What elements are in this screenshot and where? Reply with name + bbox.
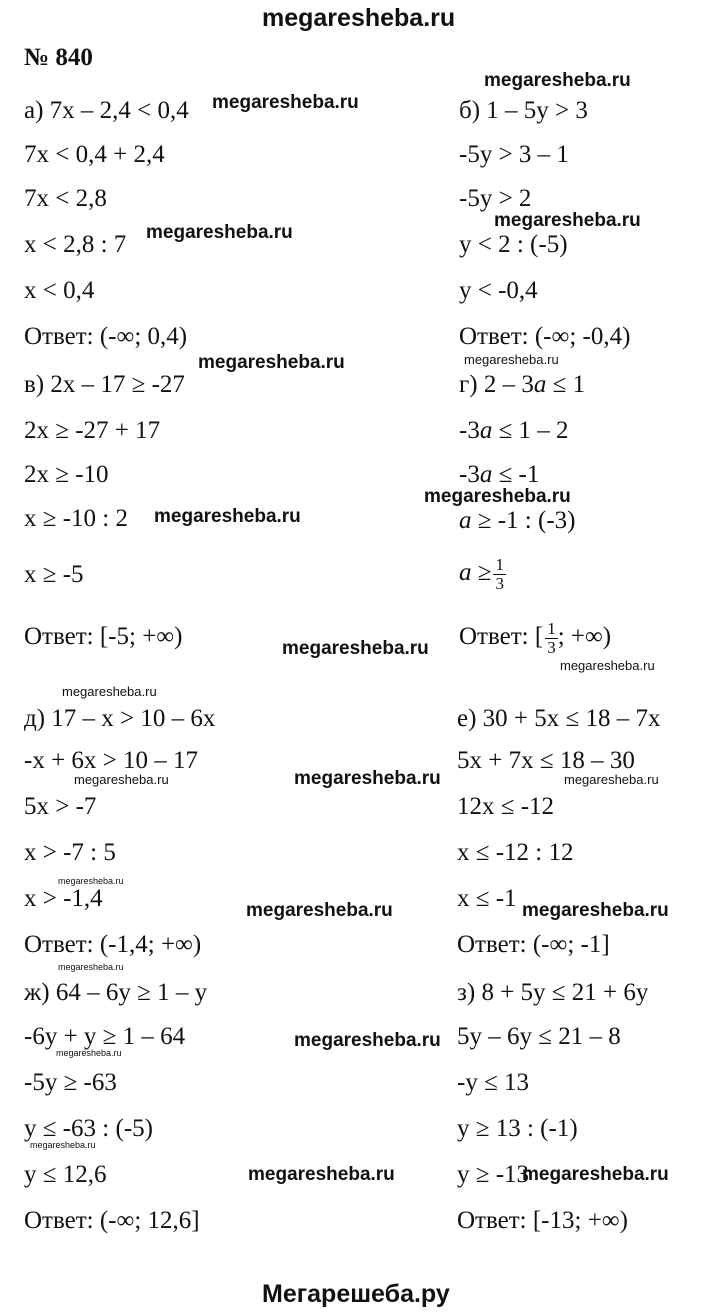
watermark: megaresheba.ru <box>62 684 157 699</box>
part-d-line-4: x > -7 : 5 <box>24 839 116 866</box>
problem-number: № 840 <box>24 44 93 71</box>
watermark: megaresheba.ru <box>522 900 669 921</box>
part-a-line-4: x < 2,8 : 7 <box>24 231 127 258</box>
watermark: megaresheba.ru <box>246 900 393 921</box>
watermark: megaresheba.ru <box>484 70 631 91</box>
part-b-line-3: -5y > 2 <box>459 185 532 212</box>
watermark: megaresheba.ru <box>294 768 441 789</box>
part-g-line-5: a ≥ $\frac{1}{3}$ <box>459 555 504 593</box>
watermark: megaresheba.ru <box>58 962 124 972</box>
watermark: megaresheba.ru <box>464 352 559 367</box>
part-v-line-3: 2x ≥ -10 <box>24 461 109 488</box>
part-v-answer: Ответ: [-5; +∞) <box>24 623 183 650</box>
site-footer: Мегарешеба.ру <box>262 1280 450 1308</box>
watermark: megaresheba.ru <box>154 506 301 527</box>
part-e-line-4: x ≤ -12 : 12 <box>457 839 574 866</box>
answer-fraction-one-third: $\frac{1}{3}$ <box>547 619 556 657</box>
part-zh-line-1: ж) 64 – 6y ≥ 1 – y <box>24 979 208 1006</box>
part-a-line-3: 7x < 2,8 <box>24 185 107 212</box>
part-v-line-2: 2x ≥ -27 + 17 <box>24 417 161 444</box>
part-d-line-3: 5x > -7 <box>24 793 97 820</box>
part-zh-line-2: -6y + y ≥ 1 – 64 <box>24 1023 186 1050</box>
site-header: megaresheba.ru <box>262 4 456 32</box>
part-g-line-3: -3a ≤ -1 <box>459 461 540 488</box>
watermark: megaresheba.ru <box>494 210 641 231</box>
part-b-answer: Ответ: (-∞; -0,4) <box>459 323 631 350</box>
watermark: megaresheba.ru <box>56 1048 122 1058</box>
watermark: megaresheba.ru <box>522 1164 669 1185</box>
part-d-line-2: -x + 6x > 10 – 17 <box>24 747 199 774</box>
part-v-line-4: x ≥ -10 : 2 <box>24 505 128 532</box>
watermark: megaresheba.ru <box>146 222 293 243</box>
watermark: megaresheba.ru <box>30 1140 96 1150</box>
part-e-line-5: x ≤ -1 <box>457 885 517 912</box>
part-e-line-3: 12x ≤ -12 <box>457 793 555 820</box>
part-d-line-1: д) 17 – x > 10 – 6x <box>24 705 216 732</box>
watermark: megaresheba.ru <box>560 658 655 673</box>
part-b-line-5: y < -0,4 <box>459 277 538 304</box>
part-e-line-2: 5x + 7x ≤ 18 – 30 <box>457 747 635 774</box>
part-v-line-5: x ≥ -5 <box>24 561 84 588</box>
part-e-answer: Ответ: (-∞; -1] <box>457 931 610 958</box>
watermark: megaresheba.ru <box>294 1030 441 1051</box>
watermark: megaresheba.ru <box>74 772 169 787</box>
part-g-line-1: г) 2 – 3a ≤ 1 <box>459 371 586 398</box>
part-d-line-5: x > -1,4 <box>24 885 103 912</box>
watermark: megaresheba.ru <box>564 772 659 787</box>
part-a-line-2: 7x < 0,4 + 2,4 <box>24 141 165 168</box>
part-z-line-1: з) 8 + 5y ≤ 21 + 6y <box>457 979 649 1006</box>
part-b-line-1: б) 1 – 5y > 3 <box>459 97 588 124</box>
part-a-answer: Ответ: (-∞; 0,4) <box>24 323 188 350</box>
part-b-line-2: -5y > 3 – 1 <box>459 141 569 168</box>
part-g-answer: Ответ: [ $\frac{1}{3}$ ; +∞) <box>459 619 612 657</box>
part-z-answer: Ответ: [-13; +∞) <box>457 1207 628 1234</box>
part-z-line-5: y ≥ -13 <box>457 1161 530 1188</box>
part-a-line-5: x < 0,4 <box>24 277 95 304</box>
part-zh-line-5: y ≤ 12,6 <box>24 1161 107 1188</box>
part-g-line-4: a ≥ -1 : (-3) <box>459 507 576 534</box>
watermark: megaresheba.ru <box>424 486 571 507</box>
part-zh-line-4: y ≤ -63 : (-5) <box>24 1115 153 1142</box>
part-zh-line-3: -5y ≥ -63 <box>24 1069 117 1096</box>
part-zh-answer: Ответ: (-∞; 12,6] <box>24 1207 200 1234</box>
watermark: megaresheba.ru <box>198 352 345 373</box>
part-z-line-3: -y ≤ 13 <box>457 1069 530 1096</box>
part-a-line-1: а) 7x – 2,4 < 0,4 <box>24 97 189 124</box>
part-b-line-4: y < 2 : (-5) <box>459 231 568 258</box>
part-z-line-2: 5y – 6y ≤ 21 – 8 <box>457 1023 621 1050</box>
watermark: megaresheba.ru <box>282 638 429 659</box>
part-z-line-4: y ≥ 13 : (-1) <box>457 1115 578 1142</box>
watermark: megaresheba.ru <box>212 92 359 113</box>
part-e-line-1: е) 30 + 5x ≤ 18 – 7x <box>457 705 661 732</box>
fraction-one-third: $\frac{1}{3}$ <box>495 555 504 593</box>
watermark: megaresheba.ru <box>248 1164 395 1185</box>
part-g-line-2: -3a ≤ 1 – 2 <box>459 417 569 444</box>
part-d-answer: Ответ: (-1,4; +∞) <box>24 931 202 958</box>
watermark: megaresheba.ru <box>58 876 124 886</box>
part-v-line-1: в) 2x – 17 ≥ -27 <box>24 371 185 398</box>
